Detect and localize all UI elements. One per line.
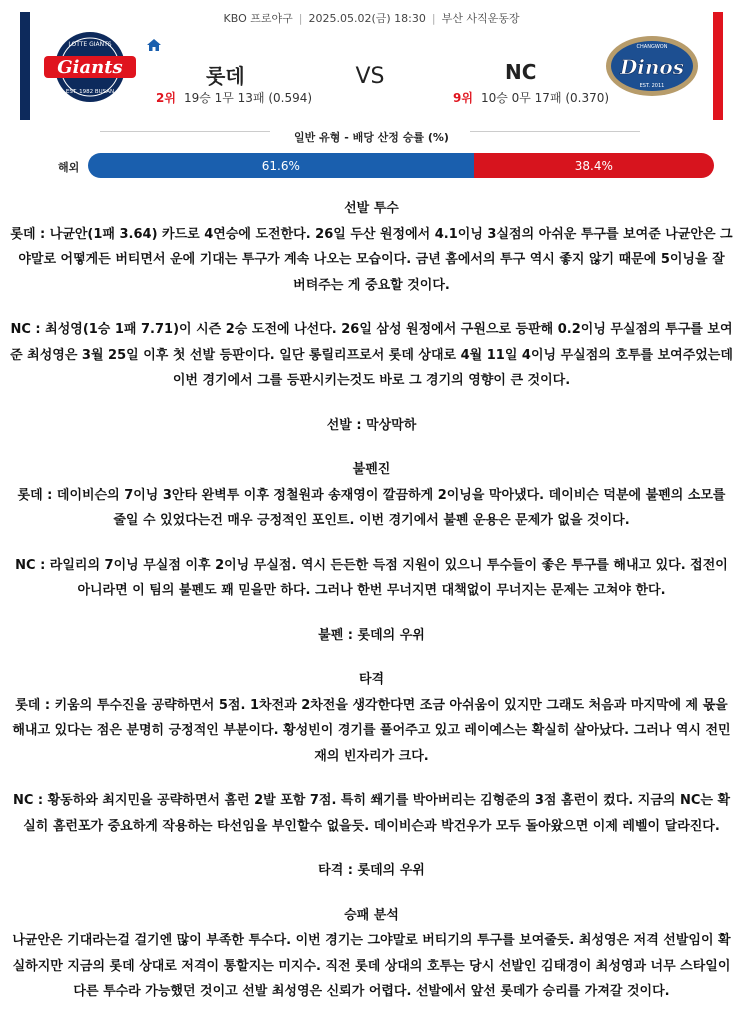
home-icon xyxy=(146,38,162,52)
dinos-logo-bottom: EST. 2011 xyxy=(639,83,665,89)
bp-home-text: 롯데 : 데이비슨의 7이닝 3안타 완벽투 이후 정철원과 송재영이 깔끔하게 2이닝을 막아냈다. 데이비슨 덕분에 불펜의 소모를 줄일 수 있었다는건 매우 긍정적인 포인트. 이번 경기에서 불펜 운용은 문제가 없을 것이다. xyxy=(17,487,726,528)
match-datetime: 2025.05.02(금) 18:30 xyxy=(308,12,426,25)
home-rank: 2위 xyxy=(156,91,176,105)
odds-title: 일반 유형 - 배당 산정 승률 (%) xyxy=(294,131,449,144)
home-color-bar xyxy=(20,12,30,120)
league-name: KBO 프로야구 xyxy=(223,12,293,25)
bp-title: 불펜진 xyxy=(352,462,391,477)
bat-title: 타격 xyxy=(358,672,385,687)
away-team-name: NC xyxy=(505,60,537,84)
sp-title: 선발 투수 xyxy=(344,201,399,216)
away-color-bar xyxy=(713,12,723,120)
away-rank: 9위 xyxy=(453,91,473,105)
dinos-logo-wordmark: Dinos xyxy=(619,55,685,79)
preview-content xyxy=(10,196,733,1005)
home-team-name: 롯데 xyxy=(206,64,245,88)
bat-home-text: 롯데 : 키움의 투수진을 공략하면서 5점. 1차전과 2차전을 생각한다면 조금 아쉬움이 있지만 그래도 처음과 마지막에 제 몫을 해내고 있다는 점은 분명히 긍정적인 부분이다. 황성빈이 경기를 풀어주고 있고 레이예스는 확실히 살아났다. 그러나 역시 전민재의 빈자리가 크다. xyxy=(12,697,731,764)
giants-logo-bottom: EST. 1982 BUSAN xyxy=(65,89,115,95)
vs-label: VS xyxy=(355,64,385,89)
bp-verdict: 불펜 : 롯데의 우위 xyxy=(318,627,425,643)
dinos-logo xyxy=(604,34,700,98)
dinos-logo-top: CHANGWON xyxy=(636,44,668,50)
bat-away-text: NC : 황동하와 최지민을 공략하면서 홈런 2발 포함 7점. 특히 쐐기를 박아버리는 김형준의 3점 홈런이 컸다. 지금의 NC는 확실히 홈런포가 중요하게 작용하는 타선임을 부인할수 없을듯. 데이비슨과 박건우가 모두 돌아왔으면 이제 레벨이 달라진다. xyxy=(12,793,731,834)
match-venue: 부산 사직운동장 xyxy=(441,12,520,25)
giants-logo-top: LOTTE GIANTS xyxy=(68,41,112,48)
odds-bar-away xyxy=(474,153,714,178)
sp-home-text: 롯데 : 나균안(1패 3.64) 카드로 4연승에 도전한다. 26일 두산 원정에서 4.1이닝 3실점의 아쉬운 투구를 보여준 나균안은 그야말로 어떻게든 버티면서 운에 기대는 투구가 계속 나오는 모습이다. 금년 홈에서의 투구 역시 좋지 않기 때문에 5이닝을 잘 버텨주는 게 중요할 것이다. xyxy=(10,226,733,293)
giants-logo xyxy=(44,30,136,104)
match-header xyxy=(0,0,743,125)
sp-verdict: 선발 : 막상막하 xyxy=(326,417,417,433)
home-record-text: 19승 1무 13패 (0.594) xyxy=(183,91,313,105)
bp-away-text: NC : 라일리의 7이닝 무실점 이후 2이닝 무실점. 역시 든든한 득점 지원이 있으니 투수들이 좋은 투구를 해내고 있다. 접전이 아니라면 이 팀의 불펜도 꽤 믿을만 하다. 그러나 한번 무너지면 대책없이 무너지는 문제는 고쳐야 한다. xyxy=(15,557,728,598)
sp-away-text: NC : 최성영(1승 1패 7.71)이 시즌 2승 도전에 나선다. 26일 삼성 원정에서 구원으로 등판해 0.2이닝 무실점의 투구를 보여준 최성영은 3월 25일 이후 첫 선발 등판이다. 일단 롱릴리프로서 롯데 상대로 4월 11일 4이닝 무실점의 호투를 보여주었는데 이번 경기에서 그를 등판시키는것도 바로 그 경기의 영향이 큰 것이다. xyxy=(10,322,733,388)
odds-bar-home xyxy=(88,153,474,178)
odds-away-value: 38.4% xyxy=(574,158,613,173)
final-title: 승패 분석 xyxy=(344,907,399,923)
home-record xyxy=(156,89,312,106)
giants-logo-wordmark: Giants xyxy=(57,57,123,78)
final-text: 나균안은 기대라는걸 걸기엔 많이 부족한 투수다. 이번 경기는 그야말로 버티기의 투구를 보여줄듯. 최성영은 저격 선발임이 확실하지만 지금의 롯데 상대로 저격이 통할지는 미지수. 직전 롯데 상대의 호투는 당시 선발인 김태경이 최성영과 너무 스타일이 다른 투수라 가능했던 것이고 선발 최성영은 신뢰가 어렵다. 선발에서 앞선 롯데가 승리를 가져갈 것이다. xyxy=(12,933,731,999)
odds-divider-right xyxy=(470,131,640,132)
away-record-text: 10승 0무 17패 (0.370) xyxy=(480,91,610,105)
bat-verdict: 타격 : 롯데의 우위 xyxy=(318,863,425,878)
odds-label: 해외 xyxy=(58,161,80,174)
match-info: KBO 프로야구 | 2025.05.02(금) 18:30 | 부산 사직운동장 xyxy=(223,12,520,25)
away-record xyxy=(453,89,609,106)
odds-home-value: 61.6% xyxy=(261,158,300,173)
odds-bar xyxy=(88,153,714,178)
